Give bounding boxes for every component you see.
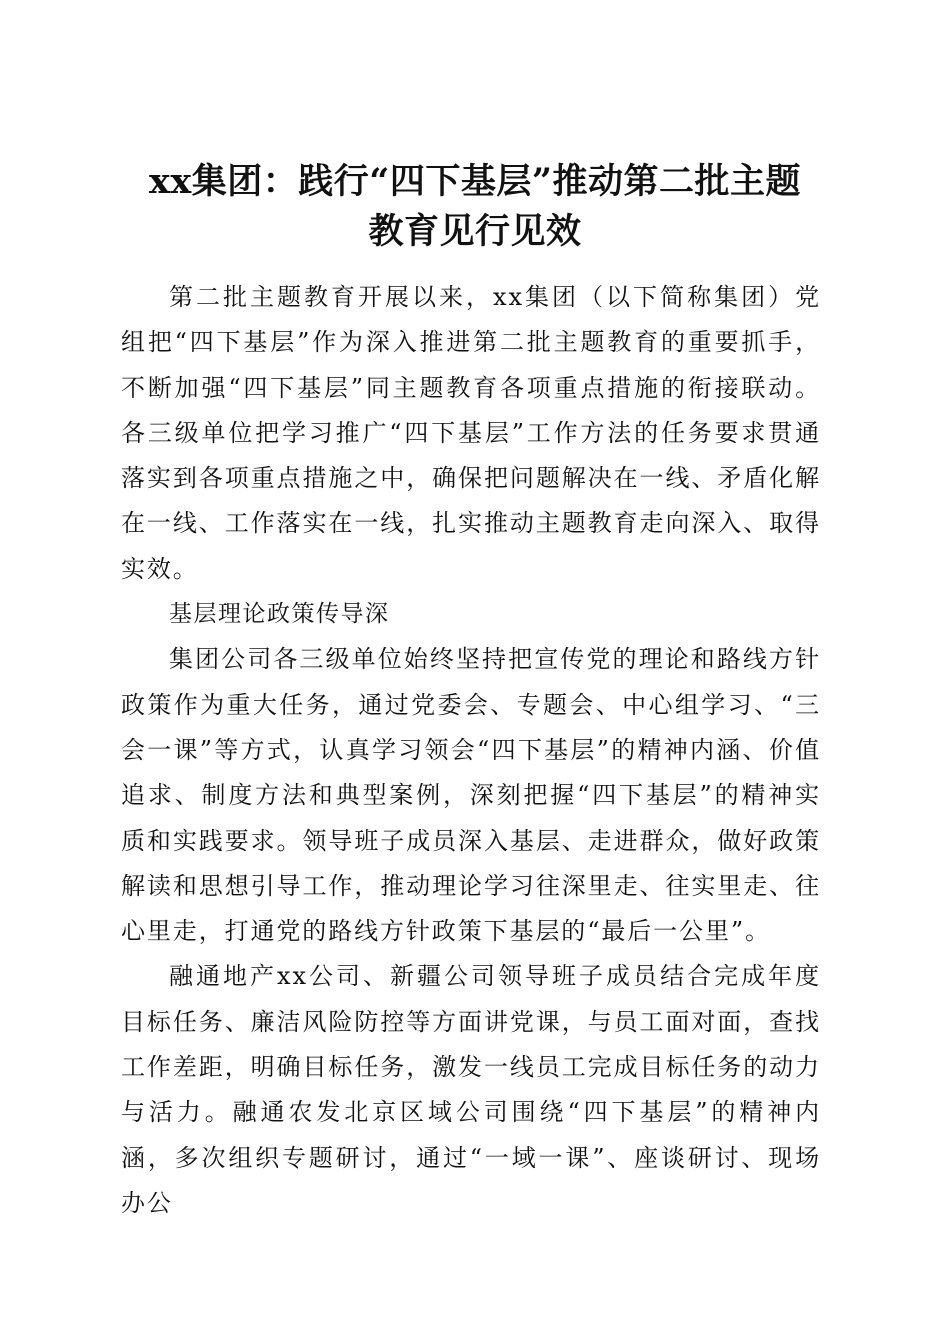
body-paragraph: 集团公司各三级单位始终坚持把宣传党的理论和路线方针政策作为重大任务，通过党委会、专题会、中心组学习、“三会一课”等方式，认真学习领会“四下基层”的精神内涵、价值追求、制度方法和典型案例，深刻把握“四下基层”的精神实质和实践要求。领导班子成员深入基层、走进群众，做好政策解读和思想引导工作，推动理论学习往深里走、往实里走、往心里走，打通党的路线方针政策下基层的“最后一公里”。 (121, 645, 821, 946)
body-paragraph: 融通地产xx公司、新疆公司领导班子成员结合完成年度目标任务、廉洁风险防控等方面讲党课，与员工面对面，查找工作差距，明确目标任务，激发一线员工完成目标任务的动力与活力。融通农发北京区域公司围绕“四下基层”的精神内涵，多次组织专题研讨，通过“一域一课”、座谈研讨、现场办公 (121, 962, 821, 1217)
title-line-2: 教育见行见效 (368, 211, 582, 253)
intro-paragraph: 第二批主题教育开展以来，xx集团（以下简称集团）党组把“四下基层”作为深入推进第二批主题教育的重要抓手，不断加强“四下基层”同主题教育各项重点措施的衔接联动。各三级单位把学习推广“四下基层”工作方法的任务要求贯通落实到各项重点措施之中，确保把问题解决在一线、矛盾化解在一线、工作落实在一线，扎实推动主题教育走向深入、取得实效。 (121, 283, 821, 583)
document-body (121, 275, 821, 1226)
section-heading: 基层理论政策传导深 (169, 601, 390, 628)
document-title (100, 157, 850, 257)
title-line-1: xx集团：践行“四下基层”推动第二批主题 (149, 161, 801, 203)
